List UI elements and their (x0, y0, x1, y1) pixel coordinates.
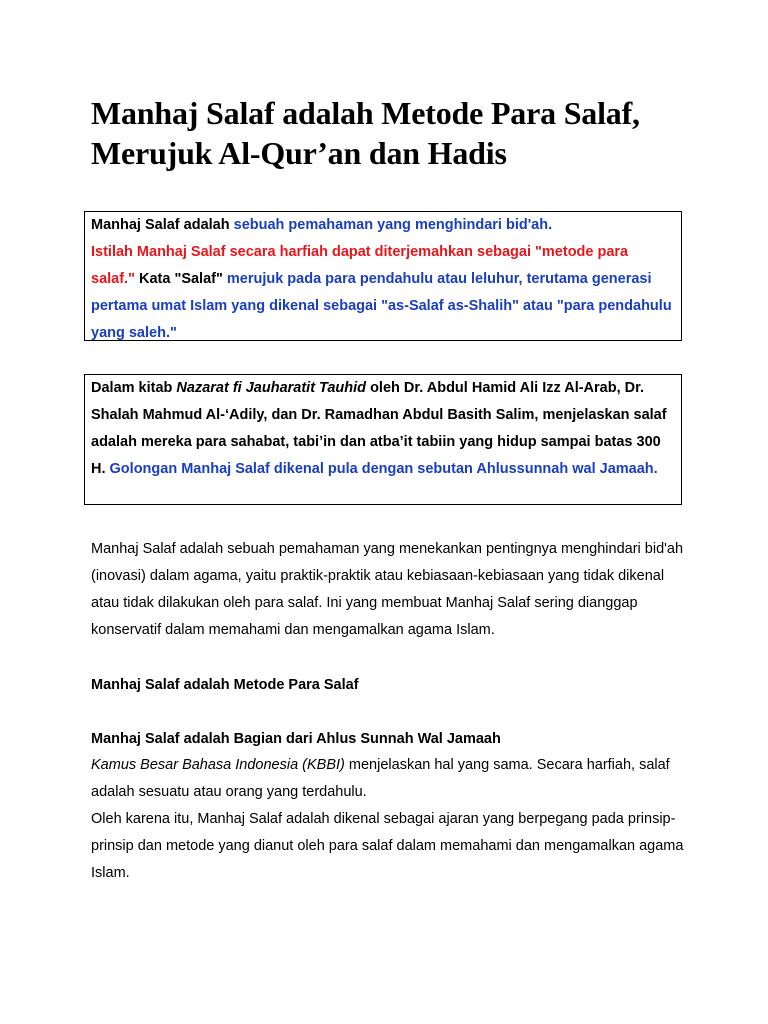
box2-paragraph (91, 375, 675, 483)
box1-salaf-meaning-text: merujuk pada para pendahulu atau leluhur, terutama generasi pertama umat Islam yang dikenal sebagai "as-Salaf as-Shalih" atau "para pendahulu yang saleh." (91, 271, 672, 341)
box1-kata-salaf-text: Kata "Salaf" (134, 271, 227, 287)
title-line-1: Manhaj Salaf adalah Metode Para Salaf, (91, 95, 640, 131)
kbbi-explanation: menjelaskan hal yang sama. Secara harfiah, salaf adalah sesuatu atau orang yang terdahulu. (91, 757, 670, 800)
box2-text-lead: Dalam kitab (91, 380, 177, 396)
box1-intro-text: Manhaj Salaf adalah (91, 217, 234, 233)
highlight-box-definition (84, 211, 682, 341)
section-heading-metode-text: Manhaj Salaf adalah Metode Para Salaf (91, 677, 359, 693)
box2-book-title: Nazarat fi Jauharatit Tauhid (176, 380, 367, 396)
box2-text-body: oleh Dr. Abdul Hamid Ali Izz Al-Arab, Dr. Shalah Mahmud Al-‘Adily, dan Dr. Ramadhan Abdul Basith Salim, menjelaskan salaf adalah mereka para sahabat, tabi’in dan atba’it tabiin yang hidup sampai batas 300 H. (91, 380, 667, 477)
box1-definition-text: sebuah pemahaman yang menghindari bid'ah. (233, 217, 553, 233)
page-title (91, 93, 691, 173)
kbbi-reference: Kamus Besar Bahasa Indonesia (KBBI) (91, 757, 345, 773)
paragraph-bidah (91, 536, 691, 644)
section-heading-ahlus-sunnah-text: Manhaj Salaf adalah Bagian dari Ahlus Sunnah Wal Jamaah (91, 731, 501, 747)
paragraph-kbbi-text (91, 752, 691, 806)
paragraph-conclusion (91, 806, 691, 887)
highlight-box-kitab (84, 374, 682, 505)
box1-paragraph-1 (91, 212, 675, 239)
box1-literal-meaning-text: Istilah Manhaj Salaf secara harfiah dapat diterjemahkan sebagai "metode para salaf." (91, 244, 629, 287)
paragraph-conclusion-text: Oleh karena itu, Manhaj Salaf adalah dikenal sebagai ajaran yang berpegang pada prinsip-prinsip dan metode yang dianut oleh para salaf dalam memahami dan mengamalkan agama Islam. (91, 811, 684, 881)
paragraph-bidah-text: Manhaj Salaf adalah sebuah pemahaman yang menekankan pentingnya menghindari bid'ah (inovasi) dalam agama, yaitu praktik-praktik atau kebiasaan-kebiasaan yang tidak dikenal atau tidak dilakukan oleh para salaf. Ini yang membuat Manhaj Salaf sering dianggap konservatif dalam memahami dan mengamalkan agama Islam. (91, 541, 684, 638)
section-heading-ahlus-sunnah (91, 726, 691, 753)
box1-paragraph-2 (91, 239, 675, 347)
section-heading-metode (91, 672, 691, 699)
title-line-2: Merujuk Al-Qur’an dan Hadis (91, 135, 507, 171)
paragraph-kbbi (91, 752, 691, 806)
box2-ahlussunnah-text: Golongan Manhaj Salaf dikenal pula dengan sebutan Ahlussunnah wal Jamaah. (109, 461, 658, 477)
